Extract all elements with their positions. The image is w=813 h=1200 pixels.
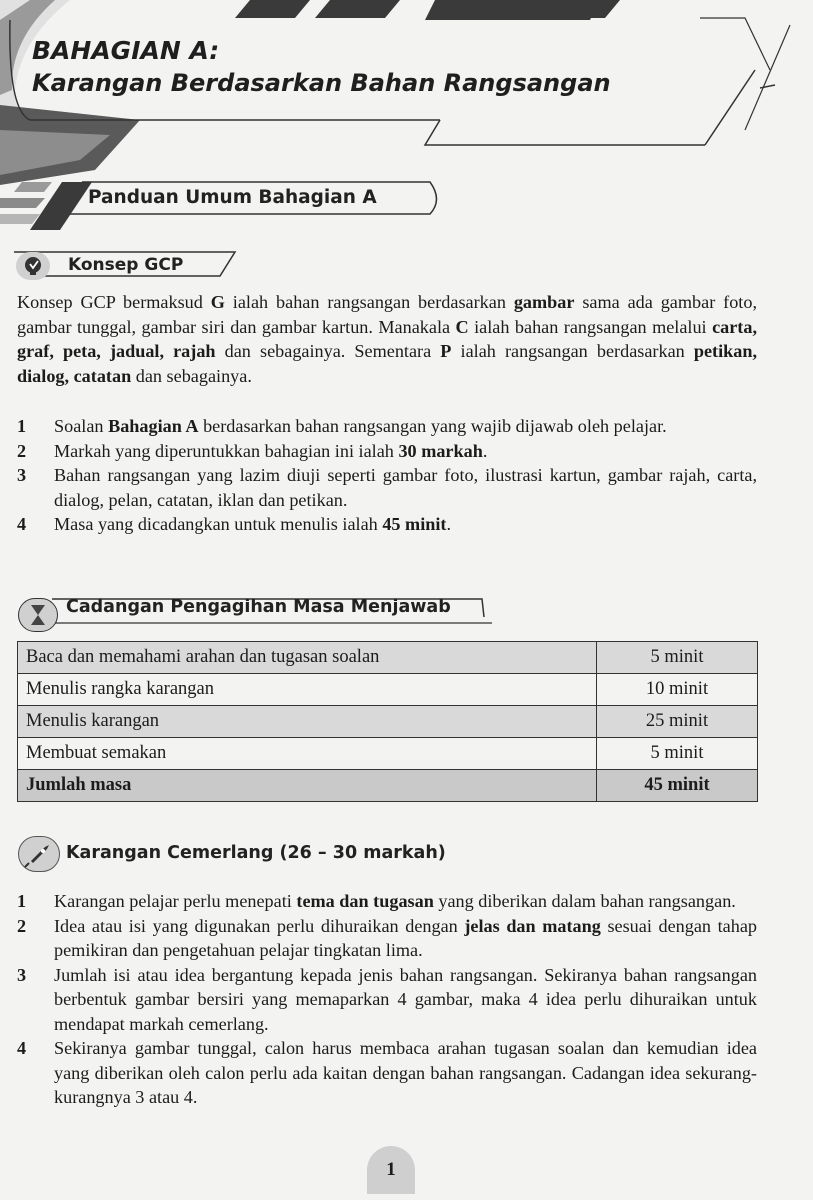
- time-allocation-table: [17, 641, 758, 802]
- title-line-1: BAHAGIAN A:: [32, 36, 220, 65]
- text-run: Sekiranya gambar tunggal, calon harus membaca arahan tugasan soalan dan kemudian idea yang diberikan oleh calon perlu ada kaitan dengan bahan rangsangan. Cadangan idea sekurang-kurangnya 3 atau 4.: [54, 1038, 757, 1107]
- text-run: dan sebagainya. Sementara: [215, 341, 441, 361]
- text-run: Markah yang diperuntukkan bahagian ini ialah: [54, 440, 399, 461]
- bold-text: carta, graf, peta, jadual, rajah: [17, 316, 757, 361]
- table-row: [18, 738, 758, 770]
- text-run: ialah bahan rangsangan berdasarkan: [224, 292, 514, 312]
- cemerlang-list: [17, 889, 757, 1110]
- bold-text: jelas dan matang: [464, 915, 601, 936]
- list-item-text: [54, 963, 757, 1037]
- list-item-text: [54, 463, 757, 512]
- list-item-text: [54, 1036, 757, 1110]
- bold-text: tema dan tugasan: [296, 891, 434, 911]
- list-item-number: 2: [17, 915, 27, 936]
- list-item: [17, 463, 757, 512]
- bold-text: 45 minit: [382, 514, 447, 534]
- text-run: .: [446, 514, 452, 534]
- table-total-row: [18, 770, 758, 802]
- konsep-list: [17, 414, 757, 537]
- list-item-text: [54, 439, 757, 464]
- text-run: Soalan: [54, 416, 109, 436]
- text-run: Idea atau isi yang digunakan perlu dihuraikan dengan: [54, 915, 465, 936]
- list-item: [17, 512, 757, 537]
- bold-text: petikan, dialog, catatan: [17, 341, 757, 386]
- text-run: berdasarkan bahan rangsangan yang wajib dijawab oleh pelajar.: [198, 416, 667, 436]
- list-item-text: [54, 889, 757, 914]
- list-item-number: 4: [17, 1038, 27, 1058]
- bold-text: G: [210, 292, 225, 312]
- task-cell: Menulis rangka karangan: [18, 674, 597, 706]
- list-item-number: 3: [17, 964, 27, 985]
- list-item-number: 1: [17, 891, 27, 911]
- panduan-heading: Panduan Umum Bahagian A: [88, 187, 377, 208]
- list-item-text: [54, 512, 757, 537]
- page-number: 1: [367, 1146, 415, 1194]
- text-run: ialah rangsangan berdasarkan: [451, 341, 694, 361]
- text-run: yang diberikan dalam bahan rangsangan.: [433, 891, 736, 911]
- time-cell: 10 minit: [597, 674, 758, 706]
- text-run: ialah bahan rangsangan melalui: [468, 316, 713, 337]
- list-item: [17, 889, 757, 914]
- list-item: [17, 439, 757, 464]
- list-item-number: 2: [17, 440, 27, 461]
- text-run: .: [482, 440, 488, 461]
- list-item: [17, 914, 757, 963]
- text-run: Bahan rangsangan yang lazim diuji seperti gambar foto, ilustrasi kartun, gambar rajah, carta, dialog, pelan, catatan, iklan dan petikan.: [54, 465, 757, 510]
- list-item-number: 3: [17, 465, 27, 485]
- rocket-icon: [18, 836, 60, 872]
- bold-text: C: [455, 316, 469, 337]
- cadangan-heading: Cadangan Pengagihan Masa Menjawab: [66, 597, 451, 617]
- time-cell: 25 minit: [597, 706, 758, 738]
- hourglass-icon: [18, 598, 58, 632]
- text-run: Konsep GCP bermaksud: [17, 292, 211, 312]
- table-row: [18, 706, 758, 738]
- text-run: sesuai dengan tahap pemikiran dan pengetahuan pelajar tingkatan lima.: [54, 915, 757, 960]
- task-cell: Menulis karangan: [18, 706, 597, 738]
- list-item-text: [54, 914, 757, 963]
- time-cell: 5 minit: [597, 738, 758, 770]
- text-run: Jumlah isi atau idea bergantung kepada jenis bahan rangsangan. Sekiranya bahan rangsangan berbentuk gambar bersiri yang memaparkan 4 gambar, maka 4 idea perlu dihuraikan untuk mendapat markah cemerlang.: [54, 964, 757, 1034]
- list-item-text: [54, 414, 757, 439]
- bold-text: Bahagian A: [108, 416, 199, 436]
- total-time-cell: 45 minit: [597, 770, 758, 802]
- konsep-heading: Konsep GCP: [68, 255, 184, 275]
- text-run: Masa yang dicadangkan untuk menulis ialah: [54, 514, 383, 534]
- bold-text: 30 markah: [398, 440, 483, 461]
- text-run: sama ada gambar foto, gambar tunggal, gambar siri dan gambar kartun. Manakala: [17, 292, 757, 337]
- list-item-number: 1: [17, 416, 27, 436]
- bold-text: P: [440, 341, 452, 361]
- bold-text: gambar: [513, 292, 575, 312]
- title-line-2: Karangan Berdasarkan Bahan Rangsangan: [32, 69, 611, 97]
- total-label-cell: Jumlah masa: [18, 770, 597, 802]
- list-item: [17, 414, 757, 439]
- table-row: [18, 674, 758, 706]
- lightbulb-icon: [16, 252, 50, 280]
- text-run: dan sebagainya.: [131, 365, 252, 386]
- text-run: Karangan pelajar perlu menepati: [54, 891, 297, 911]
- konsep-paragraph: [17, 290, 757, 388]
- list-item: [17, 963, 757, 1037]
- table-row: [18, 642, 758, 674]
- list-item: [17, 1036, 757, 1110]
- list-item-number: 4: [17, 514, 27, 534]
- task-cell: Membuat semakan: [18, 738, 597, 770]
- time-cell: 5 minit: [597, 642, 758, 674]
- page-title: [32, 34, 611, 100]
- task-cell: Baca dan memahami arahan dan tugasan soalan: [18, 642, 597, 674]
- cemerlang-heading: Karangan Cemerlang (26 – 30 markah): [66, 843, 446, 863]
